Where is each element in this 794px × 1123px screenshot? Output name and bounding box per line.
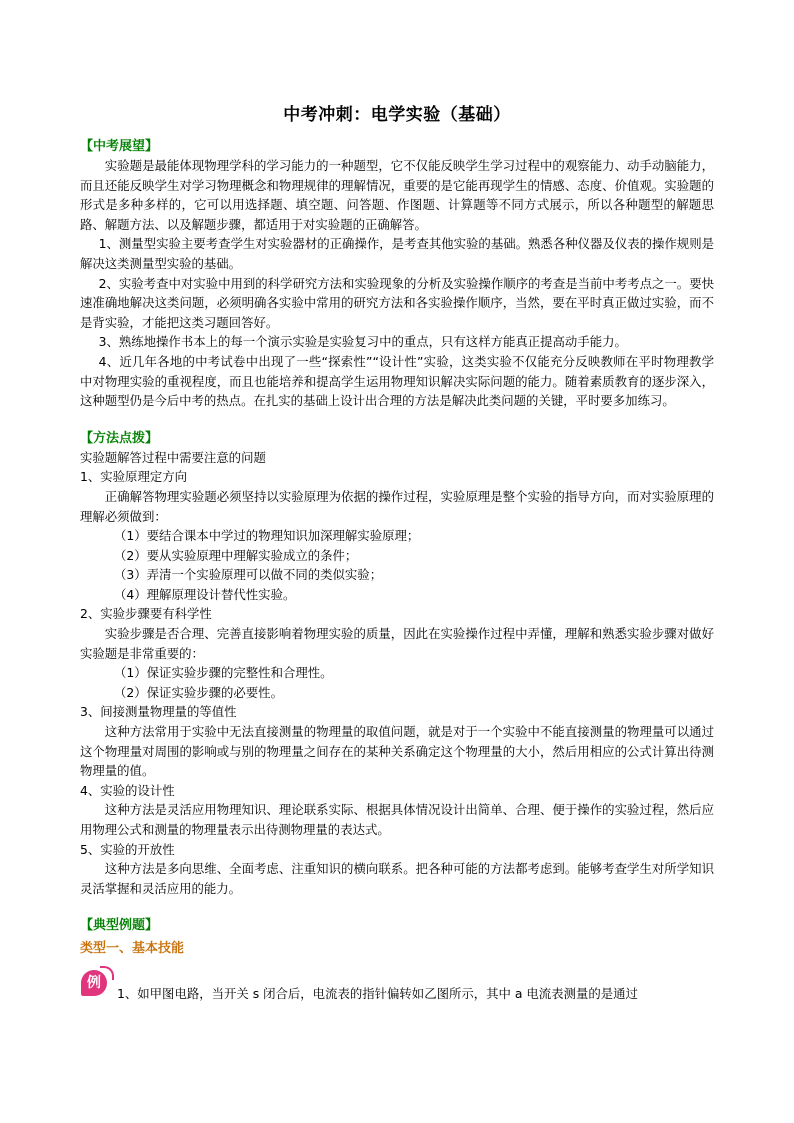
document-page: [80, 104, 714, 1006]
outlook-point-1: 1、测量型实验主要考查学生对实验器材的正确操作，是考查其他实验的基础。熟悉各种仪器及仪表的操作规则是解决这类测量型实验的基础。: [80, 236, 714, 271]
section-heading-method: 【方法点拨】: [80, 430, 159, 446]
method-list-item: （4）理解原理设计替代性实验。: [114, 586, 296, 602]
method-intro: 实验题解答过程中需要注意的问题: [80, 449, 266, 465]
method-list-item: （3）弄清一个实验原理可以做不同的类似实验；: [114, 567, 383, 583]
method-list-item: （2）要从实验原理中理解实验成立的条件；: [114, 547, 358, 563]
outlook-paragraph: 实验题是最能体现物理学科的学习能力的一种题型，它不仅能反映学生学习过程中的观察能力、动手动脑能力，而且还能反映学生对学习物理概念和物理规律的理解情况，重要的是它能再现学生的情感、态度、价值观。实验题的形式是多种多样的，它可以用选择题、填空题、问答题、作图题、计算题等不同方式展示，所以各种题型的解题思路、解题方法、以及解题步骤，都适用于对实验题的正确解答。: [80, 158, 714, 232]
method-text-5: 这种方法是多向思维、全面考虑、注重知识的横向联系。把各种可能的方法都考虑到。能够考查学生对所学知识灵活掌握和灵活应用的能力。: [80, 861, 714, 896]
example-question-1: 1、如甲图电路，当开关 s 闭合后，电流表的指针偏转如乙图所示，其中 a 电流表测量的是通过: [117, 986, 638, 1002]
method-list-item: （1）保证实验步骤的完整性和合理性。: [114, 665, 333, 681]
method-text-3: 这种方法常用于实验中无法直接测量的物理量的取值问题，就是对于一个实验中不能直接测量的物理量可以通过这个物理量对周围的影响或与别的物理量之间存在的某种关系确定这个物理量的大小，然后用相应的公式计算出待测物理量的值。: [80, 724, 714, 779]
method-text-4: 这种方法是灵活应用物理知识、理论联系实际、根据具体情况设计出简单、合理、便于操作的实验过程，然后应用物理公式和测量的物理量表示出待测物理量的表达式。: [80, 802, 714, 837]
method-subtitle-2: 2、实验步骤要有科学性: [80, 606, 212, 622]
section-heading-outlook: 【中考展望】: [80, 139, 159, 154]
outlook-point-2: 2、实验考查中对实验中用到的科学研究方法和实验现象的分析及实验操作顺序的考查是当前中考考点之一。要快速准确地解决这类问题，必须明确各实验中常用的研究方法和各实验操作顺序，当然，要在平时真正做过实验，而不是背实验，才能把这类习题回答好。: [80, 275, 714, 330]
example-type-title: 类型一、基本技能: [80, 941, 185, 957]
method-subtitle-3: 3、间接测量物理量的等值性: [80, 704, 237, 720]
outlook-point-4: 4、近几年各地的中考试卷中出现了一些“探索性”“设计性”实验，这类实验不仅能充分反映教师在平时物理教学中对物理实验的重视程度，而且也能培养和提高学生运用物理知识解决实际问题的能力。随着素质教育的逐步深入，这种题型仍是今后中考的热点。在扎实的基础上设计出合理的方法是解决此类问题的关键，平时要多加练习。: [80, 353, 714, 409]
method-subtitle-1: 1、实验原理定方向: [80, 469, 188, 485]
method-list-item: （2）保证实验步骤的必要性。: [114, 684, 283, 700]
outlook-point-3: 3、熟练地操作书本上的每一个演示实验是实验复习中的重点，只有这样方能真正提高动手能力。: [98, 334, 627, 350]
method-subtitle-4: 4、实验的设计性: [80, 782, 175, 798]
method-subtitle-5: 5、实验的开放性: [80, 841, 175, 857]
example-badge-icon: 例: [81, 970, 107, 996]
example-row: [80, 966, 714, 1006]
page-title: 中考冲刺：电学实验（基础）: [283, 105, 511, 125]
method-list-item: （1）要结合课本中学过的物理知识加深理解实验原理；: [114, 528, 420, 544]
method-text-2: 实验步骤是否合理、完善直接影响着物理实验的质量，因此在实验操作过程中弄懂，理解和熟悉实验步骤对做好实验题是非常重要的：: [80, 626, 714, 661]
method-text-1: 正确解答物理实验题必须坚持以实验原理为依据的操作过程，实验原理是整个实验的指导方向，而对实验原理的理解必须做到：: [80, 488, 714, 524]
section-heading-examples: 【典型例题】: [80, 918, 159, 934]
